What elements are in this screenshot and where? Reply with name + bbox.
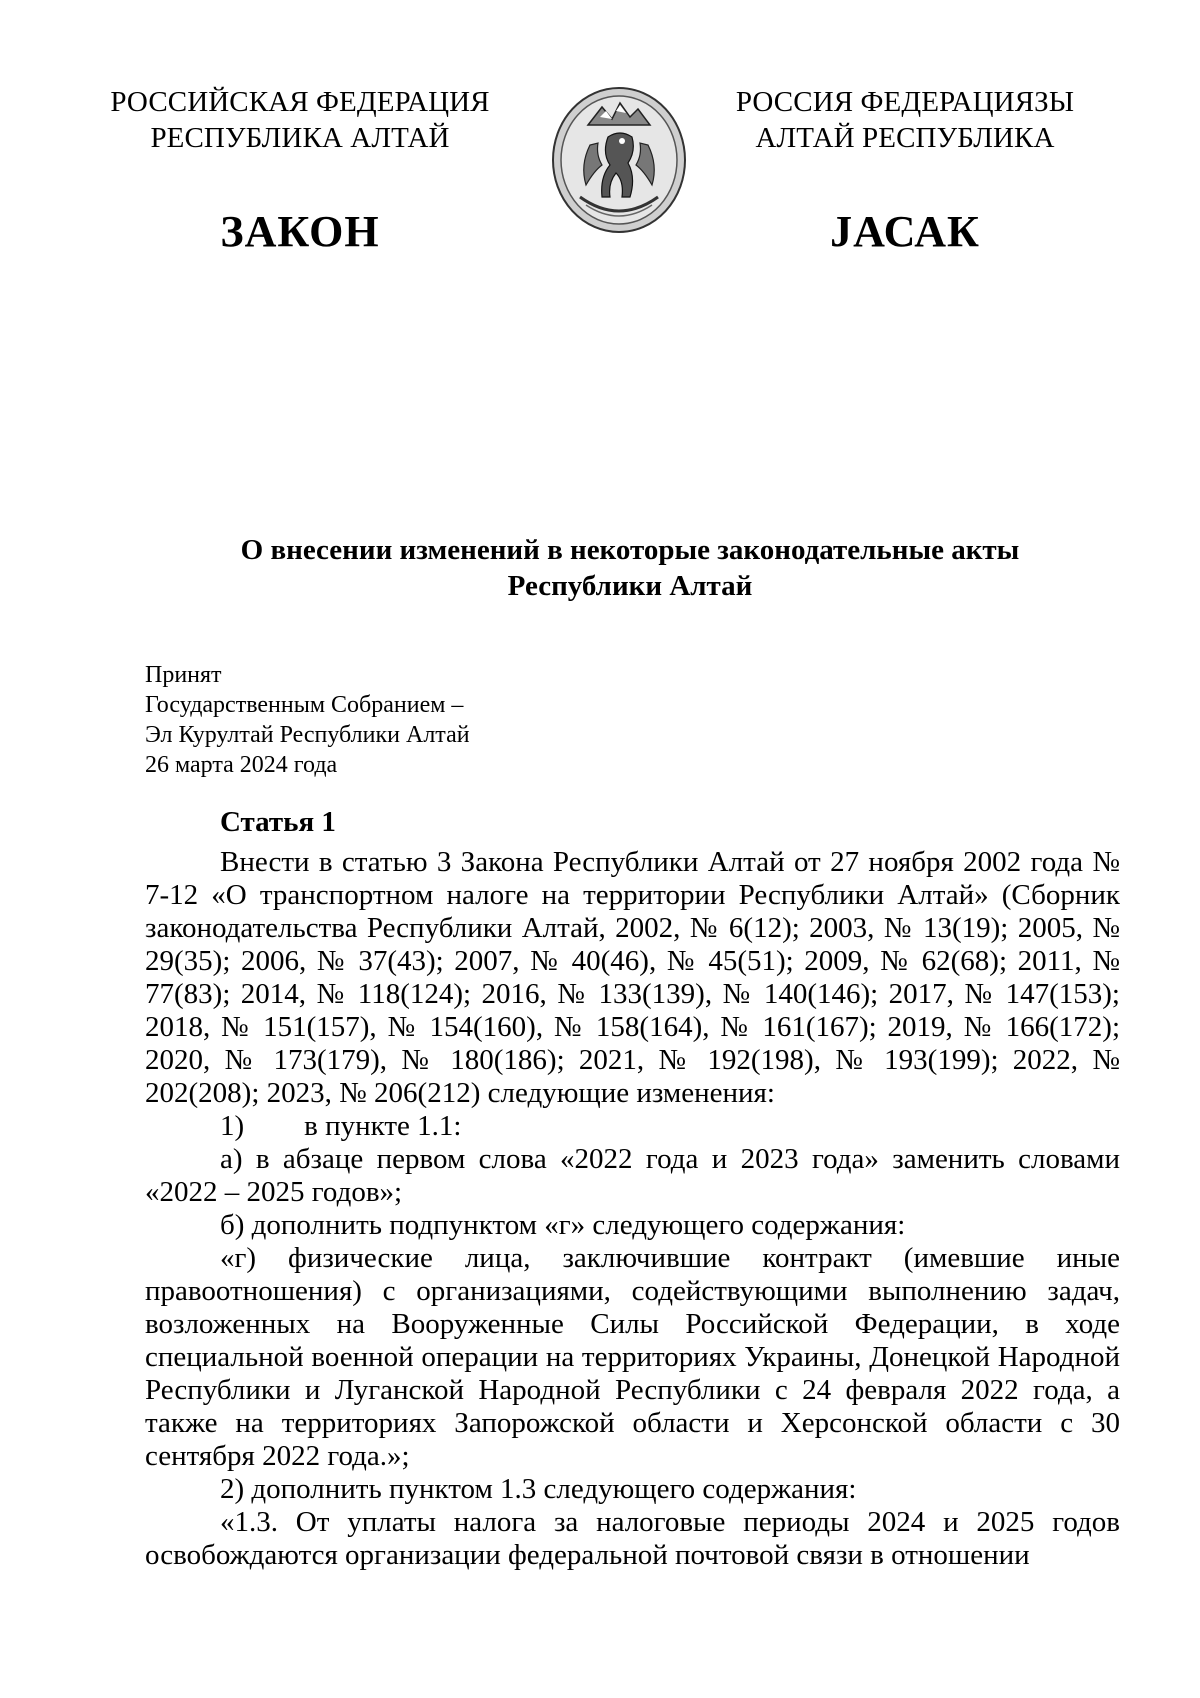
- header-right-republic: АЛТАЙ РЕСПУБЛИКА: [755, 122, 1055, 154]
- adoption-date: 26 марта 2024 года: [145, 752, 338, 778]
- article-intro: Внести в статью 3 Закона Республики Алтай от 27 ноября 2002 года № 7-12 «О транспортном налоге на территории Республики Алтай» (Сборник законодательства Республики Алтай, 2002, № 6(12); 2003, № 13(19); 2005, № 29(35); 2006, № 37(43); 2007, № 40(46), № 45(51); 2009, № 62(68); 2011, № 77(83); 2014, № 118(124); 2016, № 133(139), № 140(146); 2017, № 147(153); 2018, № 151(157), № 154(160), № 158(164), № 161(167); 2019, № 166(172); 2020, № 173(179), № 180(186); 2021, № 192(198), № 193(199); 2022, № 202(208); 2023, № 206(212) следующие изменения:: [145, 846, 1120, 1109]
- document-title-line2: Республики Алтай: [507, 570, 753, 602]
- item-1-g: «г) физические лица, заключившие контракт (имевшие иные правоотношения) с организациями, содействующими выполнению задач, возложенных на Вооруженные Силы Российской Федерации, в ходе специальной военной операции на территориях Украины, Донецкой Народной Республики и Луганской Народной Республики с 24 февраля 2022 года, а также на территориях Запорожской области и Херсонской области с 30 сентября 2022 года.»;: [145, 1242, 1120, 1472]
- law-word-altai: JАСАК: [830, 207, 980, 256]
- header-right-country: РОССИЯ ФЕДЕРАЦИЯЗЫ: [735, 86, 1075, 118]
- law-word-russian: ЗАКОН: [220, 207, 380, 256]
- header-left-country: РОССИЙСКАЯ ФЕДЕРАЦИЯ: [110, 86, 490, 118]
- document-title-line1: О внесении изменений в некоторые законодательные акты: [240, 534, 1020, 566]
- header-right: [695, 84, 1115, 156]
- item-1-a: а) в абзаце первом слова «2022 года и 2023 года» заменить словами «2022 – 2025 годов»;: [145, 1143, 1120, 1208]
- item-2-text: «1.3. От уплаты налога за налоговые периоды 2024 и 2025 годов освобождаются организации федеральной почтовой связи в отношении: [145, 1506, 1120, 1571]
- header-left-republic: РЕСПУБЛИКА АЛТАЙ: [150, 122, 450, 154]
- item-1-number: 1): [220, 1110, 245, 1142]
- adoption-line1: Принят: [145, 662, 222, 688]
- adoption-line2: Государственным Собранием –: [145, 692, 464, 718]
- item-1-text: в пункте 1.1:: [304, 1110, 462, 1142]
- item-2: 2) дополнить пунктом 1.3 следующего содержания:: [220, 1473, 857, 1505]
- altai-coat-of-arms-icon: [550, 85, 688, 235]
- item-1-b: б) дополнить подпунктом «г» следующего содержания:: [220, 1209, 906, 1241]
- header-left: [90, 84, 510, 156]
- adoption-line3: Эл Курултай Республики Алтай: [145, 722, 470, 748]
- adoption-block: [145, 660, 470, 780]
- article-heading: Статья 1: [220, 806, 336, 838]
- document-title: [140, 532, 1120, 604]
- item-1: [145, 1110, 1120, 1143]
- article-body: [145, 846, 1120, 1572]
